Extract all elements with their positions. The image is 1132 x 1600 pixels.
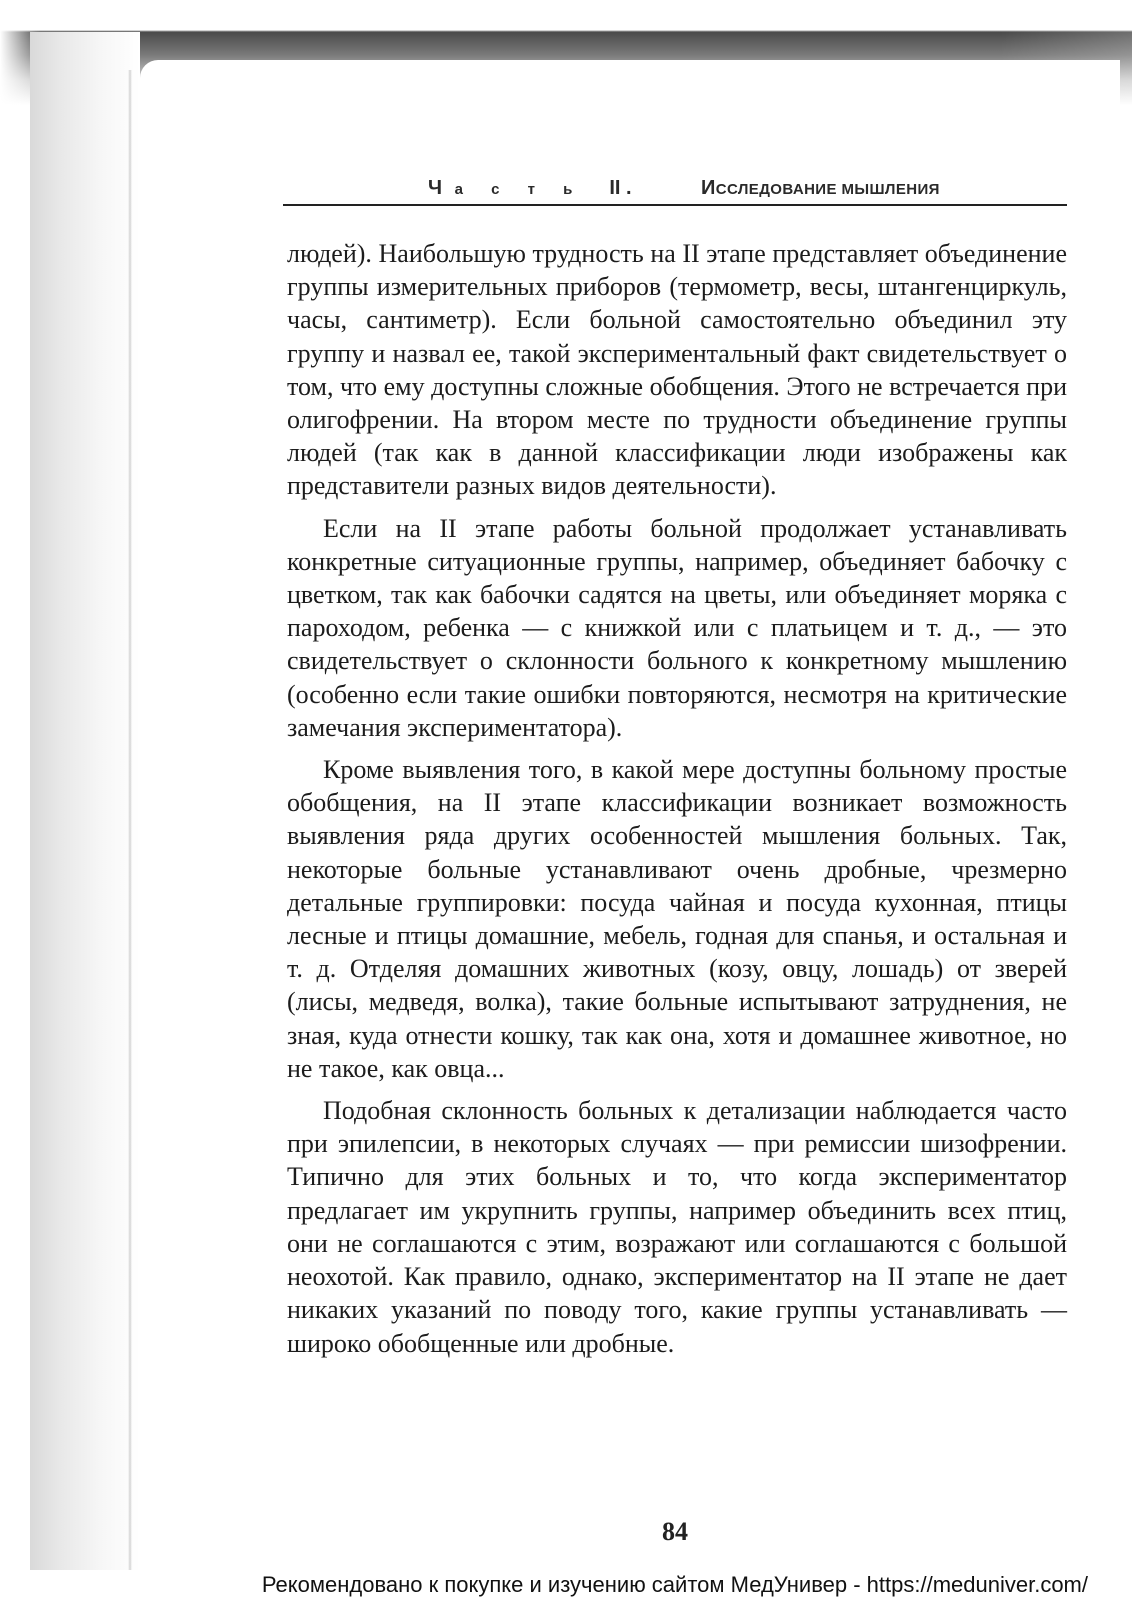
- running-head-part: Ч а с т ь II .: [428, 177, 632, 199]
- paragraph-2: Если на II этапе работы больной продолжает устанавливать конкретные ситуационные группы, например, объединяет бабочку с цветком, так как бабочки садятся на цветы, или объединяет моряка с пароходом, ребенка — с книжкой или с платьицем и т. д., — это свидетельствует о склонности больного к конкретному мышлению (особенно если такие ошибки повторяются, несмотря на критические замечания экспериментатора).: [287, 513, 1067, 742]
- paragraph-1: людей). Наибольшую трудность на II этапе представляет объединение группы измерительных приборов (термометр, весы, штангенциркуль, часы, сантиметр). Если больной самостоятельно объединил эту группу и назвал ее, такой экспериментальный факт свидетельствует о том, что ему доступны сложные обобщения. Этого не встречается при олигофрении. На втором месте по трудности объединение группы людей (так как в данной классификации люди изображены как представители разных видов деятельности).: [287, 239, 1067, 501]
- body-text: [287, 237, 1067, 1369]
- running-head-title: ИССЛЕДОВАНИЕ МЫШЛЕНИЯ: [701, 177, 940, 199]
- page-edge: [128, 70, 132, 1580]
- running-head: [283, 176, 1067, 206]
- paragraph-3: Кроме выявления того, в какой мере доступны больному простые обобщения, на II этапе классификации возникает возможность выявления ряда других особенностей мышления больных. Так, некоторые больные устанавливают очень дробные, чрезмерно детальные группировки: посуда чайная и посуда кухонная, птицы лесные и птицы домашние, мебель, годная для спанья, и остальная и т. д. Отделяя домашних животных (козу, овцу, лошадь) от зверей (лисы, медведя, волка), такие больные испытывают затруднения, не зная, куда отнести кошку, так как она, хотя и домашнее животное, но не такое, как овца...: [287, 755, 1067, 1083]
- footer-watermark-link[interactable]: Рекомендовано к покупке и изучению сайтом МедУнивер - https://meduniver.com/: [0, 1570, 1132, 1600]
- scan-shadow-left: [30, 32, 140, 1580]
- paragraph-4: Подобная склонность больных к детализации наблюдается часто при эпилепсии, в некоторых случаях — при ремиссии шизофрении. Типично для этих больных и то, что когда экспериментатор предлагает им укрупнить группы, например объединить всех птиц, они не соглашаются с этим, возражают или соглашаются с большой неохотой. Как правило, однако, экспериментатор на II этапе не дает никаких указаний по поводу того, какие группы устанавливать — широко обобщенные или дробные.: [287, 1096, 1067, 1358]
- page-number: 84: [662, 1517, 688, 1546]
